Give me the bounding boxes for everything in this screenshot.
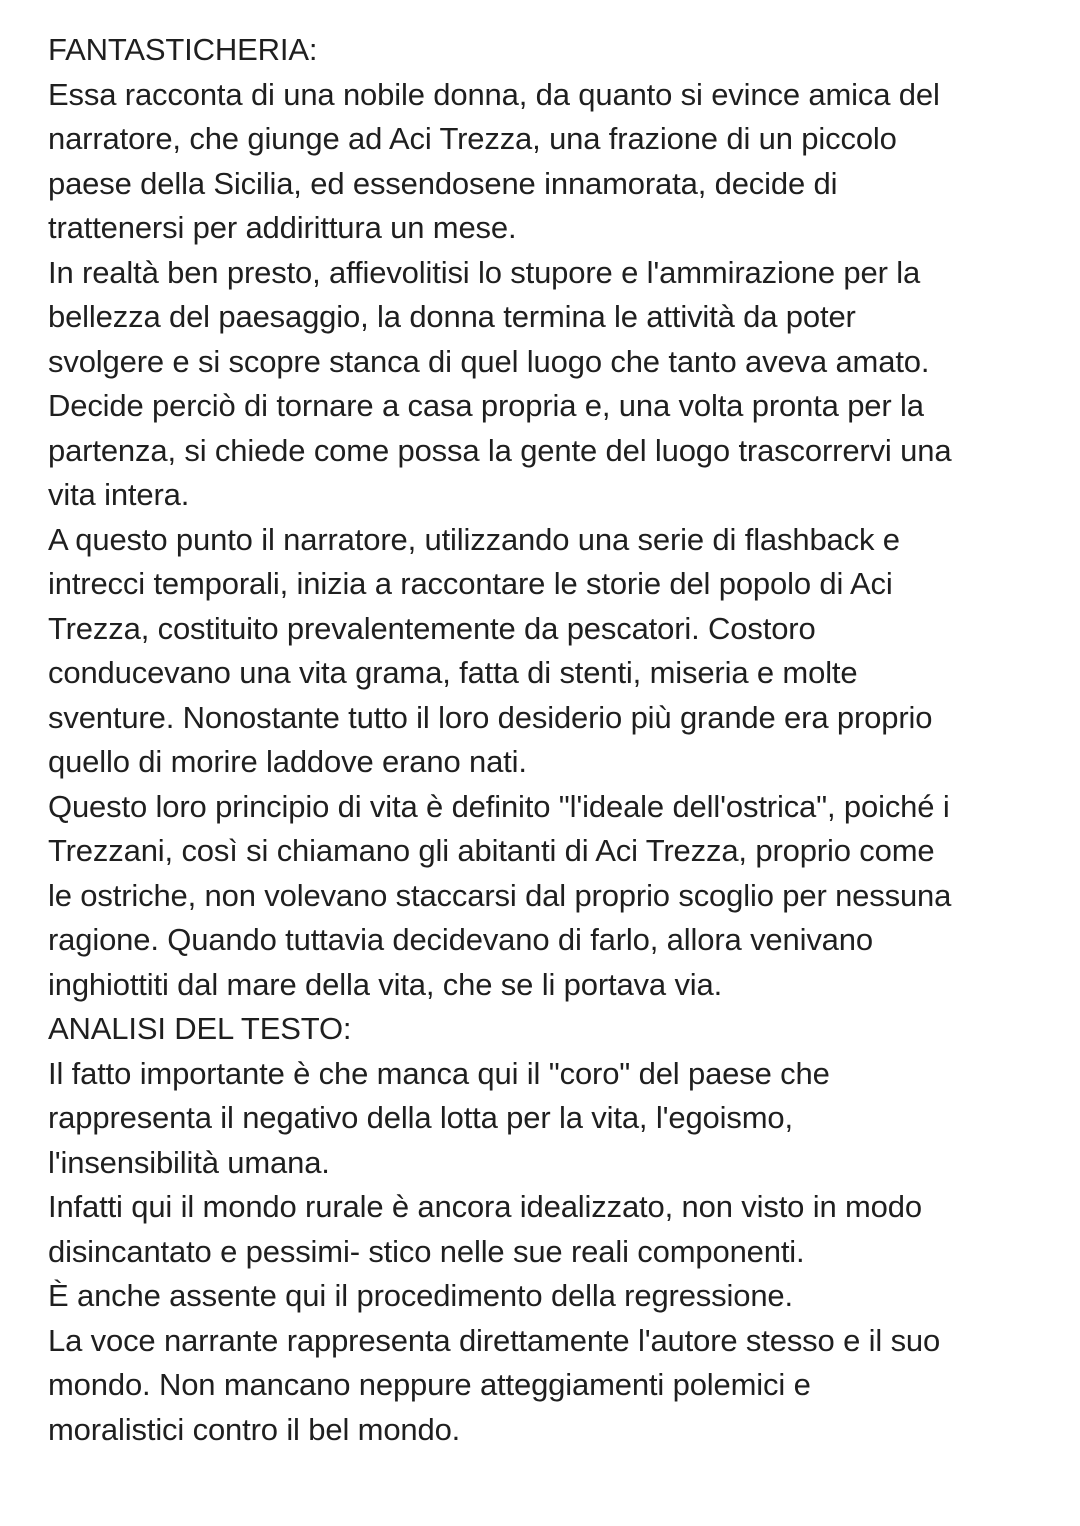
paragraph — [48, 1052, 1058, 1186]
text-line: mondo. Non mancano neppure atteggiamenti polemici e — [48, 1367, 811, 1402]
text-line: paese della Sicilia, ed essendosene innamorata, decide di — [48, 165, 838, 201]
text-line: quello di morire laddove erano nati. — [48, 744, 527, 779]
paragraph — [48, 785, 1058, 1008]
text-line: inghiottiti dal mare della vita, che se li portava via. — [48, 966, 723, 1002]
section-heading: FANTASTICHERIA: — [48, 32, 318, 67]
text-line: l'insensibilità umana. — [48, 1144, 330, 1180]
text-line: Essa racconta di una nobile donna, da quanto si evince amica del — [48, 76, 940, 112]
text-line: le ostriche, non volevano staccarsi dal proprio scoglio per nessuna — [48, 877, 952, 913]
text-line: partenza, si chiede come possa la gente del luogo trascorrervi una — [48, 432, 952, 468]
section-heading: ANALISI DEL TESTO: — [48, 1011, 352, 1046]
text-line: vita intera. — [48, 477, 190, 512]
text-line: È anche assente qui il procedimento della regressione. — [48, 1278, 793, 1313]
text-line: intrecci temporali, inizia a raccontare le storie del popolo di Aci — [48, 566, 893, 601]
paragraph — [48, 1185, 1058, 1274]
text-line: Trezzani, così si chiamano gli abitanti di Aci Trezza, proprio come — [48, 833, 935, 868]
text-line: narratore, che giunge ad Aci Trezza, una frazione di un piccolo — [48, 121, 897, 156]
text-line: Decide perciò di tornare a casa propria e, una volta pronta per la — [48, 388, 924, 423]
text-line: Trezza, costituito prevalentemente da pescatori. Costoro — [48, 610, 816, 646]
text-line: conducevano una vita grama, fatta di stenti, miseria e molte — [48, 655, 858, 690]
paragraph — [48, 1274, 1058, 1319]
text-line: Questo loro principio di vita è definito "l'ideale dell'ostrica", poiché i — [48, 788, 950, 824]
text-line: La voce narrante rappresenta direttamente l'autore stesso e il suo — [48, 1322, 941, 1358]
text-line: Infatti qui il mondo rurale è ancora idealizzato, non visto in modo — [48, 1189, 922, 1224]
text-line: disincantato e pessimi- stico nelle sue reali componenti. — [48, 1233, 805, 1269]
text-line: rappresenta il negativo della lotta per la vita, l'egoismo, — [48, 1100, 793, 1135]
section-fantasticheria — [48, 28, 1058, 1007]
paragraph — [48, 251, 1058, 518]
text-line: moralistici contro il bel mondo. — [48, 1411, 461, 1447]
paragraph — [48, 518, 1058, 785]
section-analisi-del-testo — [48, 1007, 1058, 1452]
text-line: Il fatto importante è che manca qui il "coro" del paese che — [48, 1055, 830, 1091]
text-line: A questo punto il narratore, utilizzando una serie di flashback e — [48, 521, 900, 557]
paragraph — [48, 1319, 1058, 1453]
text-line: bellezza del paesaggio, la donna termina le attività da poter — [48, 299, 856, 334]
text-line: trattenersi per addirittura un mese. — [48, 210, 517, 245]
text-line: In realtà ben presto, affievolitisi lo stupore e l'ammirazione per la — [48, 254, 921, 290]
text-line: svolgere e si scopre stanca di quel luogo che tanto aveva amato. — [48, 343, 930, 379]
text-line: sventure. Nonostante tutto il loro desiderio più grande era proprio — [48, 699, 933, 735]
paragraph — [48, 73, 1058, 251]
text-line: ragione. Quando tuttavia decidevano di farlo, allora venivano — [48, 922, 873, 957]
document-body — [48, 28, 1058, 1452]
